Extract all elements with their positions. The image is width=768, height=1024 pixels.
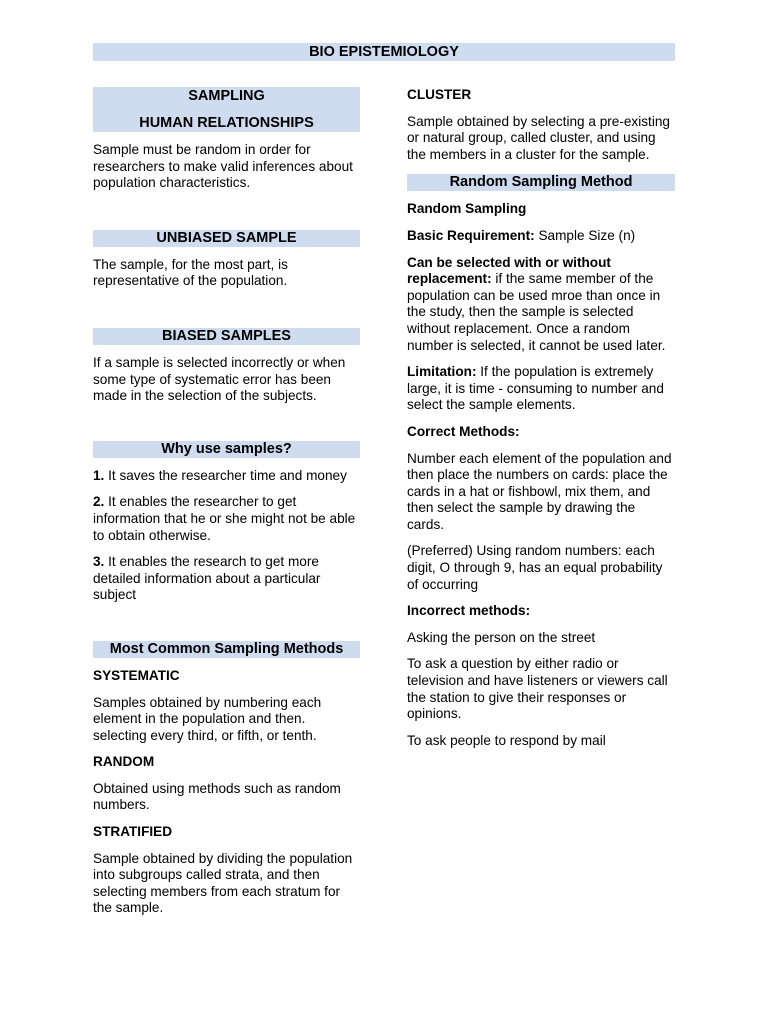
incorrect-method-3: To ask people to respond by mail [407, 732, 606, 748]
why-item-text: It saves the researcher time and money [104, 467, 347, 483]
common-methods-heading: Most Common Sampling Methods [93, 641, 360, 658]
why-item-number: 3. [93, 554, 105, 570]
stratified-text: Sample obtained by dividing the population into subgroups called strata, and then selecting members from each stratum for the sample. [93, 850, 353, 916]
basic-requirement [407, 228, 675, 245]
random-label: RANDOM [93, 754, 155, 770]
random-text: Obtained using methods such as random numbers. [93, 780, 341, 813]
random-sampling-label: Random Sampling [407, 201, 527, 217]
sampling-heading: SAMPLING [188, 88, 265, 104]
biased-heading: BIASED SAMPLES [93, 328, 360, 345]
systematic-label: SYSTEMATIC [93, 667, 180, 683]
why-item-3 [93, 554, 360, 604]
limitation-text: If the population is extremely large, it is time - consuming to number and select the sample elements. [407, 364, 664, 413]
left-column [93, 87, 360, 917]
replacement-label: Can be selected with or without replacement: [407, 254, 611, 287]
unbiased-heading: UNBIASED SAMPLE [93, 230, 360, 247]
cluster-text: Sample obtained by selecting a pre-existing or natural group, called cluster, and using the members in a cluster for the sample. [407, 113, 670, 162]
cluster-label: CLUSTER [407, 87, 472, 102]
unbiased-text: The sample, for the most part, is representative of the population. [93, 256, 288, 289]
why-item-text: It enables the researcher to get information that he or she might not be able to obtain otherwise. [93, 494, 356, 543]
sampling-heading-block [93, 87, 360, 132]
why-item-text: It enables the research to get more detailed information about a particular subject [93, 554, 321, 603]
incorrect-method-1: Asking the person on the street [407, 629, 596, 645]
correct-method-1: Number each element of the population and then place the numbers on cards: place the cards in a hat or fishbowl, mix them, and then select the sample by drawing the cards. [407, 450, 672, 532]
why-item-2 [93, 494, 360, 544]
stratified-label: STRATIFIED [93, 824, 173, 840]
incorrect-method-2: To ask a question by either radio or television and have listeners or viewers call the station to give their responses or opinions. [407, 656, 668, 722]
basic-requirement-label: Basic Requirement: [407, 227, 535, 243]
why-heading: Why use samples? [93, 441, 360, 458]
why-item-number: 1. [93, 467, 105, 483]
correct-method-2: (Preferred) Using random numbers: each digit, O through 9, has an equal probability of occurring [407, 543, 663, 592]
basic-requirement-text: Sample Size (n) [534, 227, 636, 243]
incorrect-methods-label: Incorrect methods: [407, 603, 531, 619]
systematic-text: Samples obtained by numbering each element in the population and then. selecting every third, or fifth, or tenth. [93, 694, 322, 743]
right-column [407, 87, 675, 749]
intro-text: Sample must be random in order for researchers to make valid inferences about population characteristics. [93, 142, 353, 191]
why-item-number: 2. [93, 494, 105, 510]
human-relationships-heading: HUMAN RELATIONSHIPS [139, 115, 314, 131]
biased-text: If a sample is selected incorrectly or when some type of systematic error has been made in the selection of the subjects. [93, 354, 346, 404]
limitation-paragraph [407, 364, 675, 414]
replacement-text: if the same member of the population can be used mroe than once in the study, then the sample is selected without replacement. Once a random number is selected, it cannot be used later. [407, 271, 666, 353]
replacement-paragraph [407, 255, 675, 355]
random-sampling-method-heading: Random Sampling Method [407, 174, 675, 191]
correct-methods-label: Correct Methods: [407, 423, 520, 439]
document-title: BIO EPISTEMIOLOGY [93, 43, 675, 61]
why-item-1 [93, 468, 360, 485]
limitation-label: Limitation: [407, 364, 477, 380]
